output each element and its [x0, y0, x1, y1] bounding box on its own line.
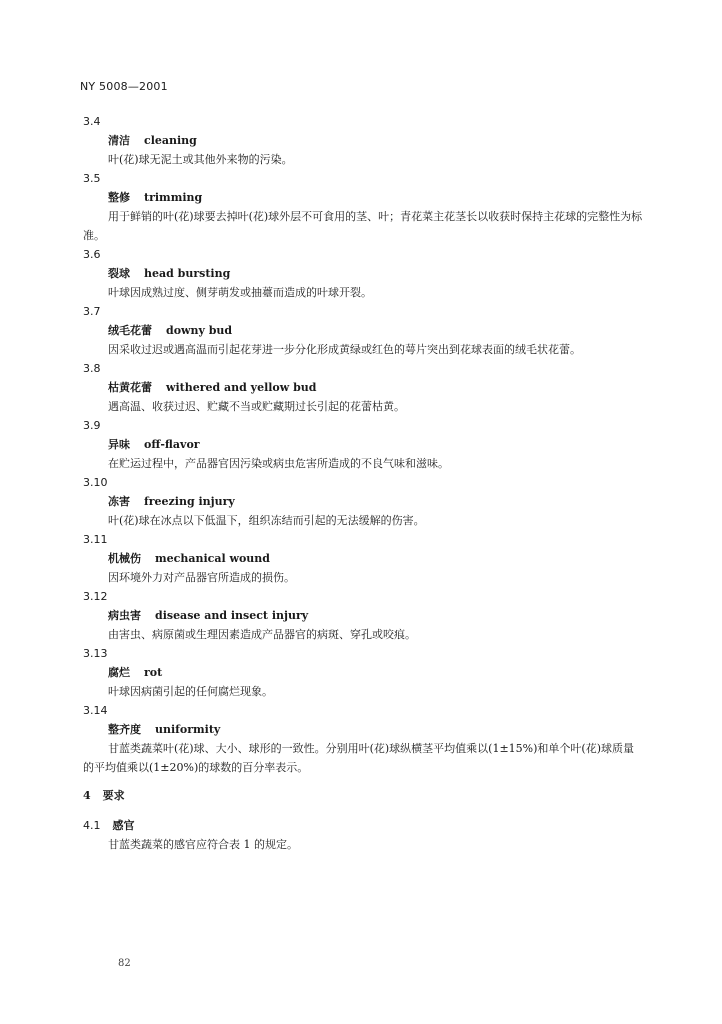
section-heading — [83, 786, 643, 805]
term-definition: 遇高温、收获过迟、贮藏不当或贮藏期过长引起的花蕾枯黄。 — [108, 400, 405, 413]
term-number: 3.4 — [83, 115, 101, 128]
term-definition: 由害虫、病原菌或生理因素造成产品器官的病斑、穿孔或咬痕。 — [108, 628, 416, 641]
term-entry — [83, 530, 643, 587]
term-english: cleaning — [144, 134, 197, 147]
term-english: uniformity — [155, 723, 221, 736]
term-entry — [83, 302, 643, 359]
term-number: 3.9 — [83, 419, 101, 432]
term-entry — [83, 245, 643, 302]
term-definition: 用于鲜销的叶(花)球要去掉叶(花)球外层不可食用的茎、叶；青花菜主花茎长以收获时保持主花球的完整性为标准。 — [83, 210, 643, 242]
term-chinese: 清洁 — [108, 134, 130, 147]
term-title — [108, 606, 643, 625]
term-title — [108, 435, 643, 454]
term-english: disease and insect injury — [155, 609, 309, 622]
subsection-number: 4.1 — [83, 819, 101, 832]
term-english: head bursting — [144, 267, 231, 280]
term-english: mechanical wound — [155, 552, 270, 565]
term-entry — [83, 473, 643, 530]
document-body — [83, 112, 643, 854]
term-entry — [83, 416, 643, 473]
term-number: 3.7 — [83, 305, 101, 318]
term-title — [108, 549, 643, 568]
term-english: rot — [144, 666, 163, 679]
document-code: NY 5008—2001 — [80, 80, 168, 93]
term-number: 3.8 — [83, 362, 101, 375]
term-number: 3.14 — [83, 704, 108, 717]
term-definition: 因采收过迟或遇高温而引起花芽进一步分化形成黄绿或红色的萼片突出到花球表面的绒毛状花蕾。 — [108, 343, 581, 356]
term-english: trimming — [144, 191, 203, 204]
term-entry — [83, 701, 643, 777]
term-entry — [83, 169, 643, 245]
term-title — [108, 321, 643, 340]
term-number: 3.5 — [83, 172, 101, 185]
term-definition: 叶球因成熟过度、侧芽萌发或抽薹而造成的叶球开裂。 — [108, 286, 372, 299]
term-chinese: 病虫害 — [108, 609, 141, 622]
term-chinese: 整修 — [108, 191, 130, 204]
term-entry — [83, 359, 643, 416]
term-definition: 叶(花)球在冰点以下低温下，组织冻结而引起的无法缓解的伤害。 — [108, 514, 425, 527]
term-title — [108, 492, 643, 511]
term-chinese: 整齐度 — [108, 723, 141, 736]
term-entry — [83, 644, 643, 701]
term-number: 3.6 — [83, 248, 101, 261]
term-chinese: 绒毛花蕾 — [108, 324, 152, 337]
section-number: 4 — [83, 789, 91, 802]
term-title — [108, 264, 643, 283]
term-title — [108, 131, 643, 150]
term-title — [108, 663, 643, 682]
term-english: withered and yellow bud — [166, 381, 317, 394]
term-number: 3.13 — [83, 647, 108, 660]
terms-list — [83, 112, 643, 777]
term-english: off-flavor — [144, 438, 200, 451]
term-definition: 甘蓝类蔬菜叶(花)球、大小、球形的一致性。分别用叶(花)球纵横茎平均值乘以(1±15%)和单个叶(花)球质量的平均值乘以(1±20%)的球数的百分率表示。 — [83, 742, 634, 774]
term-title — [108, 720, 643, 739]
term-definition: 因环境外力对产品器官所造成的损伤。 — [108, 571, 295, 584]
section-label: 要求 — [102, 789, 125, 802]
term-number: 3.10 — [83, 476, 108, 489]
term-english: freezing injury — [144, 495, 235, 508]
subsection-label: 感官 — [112, 819, 135, 832]
term-chinese: 异味 — [108, 438, 130, 451]
page-number: 82 — [118, 958, 131, 969]
term-chinese: 裂球 — [108, 267, 130, 280]
term-chinese: 腐烂 — [108, 666, 130, 679]
term-definition: 叶(花)球无泥土或其他外来物的污染。 — [108, 153, 293, 166]
term-definition: 在贮运过程中，产品器官因污染或病虫危害所造成的不良气味和滋味。 — [108, 457, 449, 470]
subsection-heading — [83, 816, 643, 835]
term-entry — [83, 112, 643, 169]
term-chinese: 枯黄花蕾 — [108, 381, 152, 394]
term-title — [108, 378, 643, 397]
term-title — [108, 188, 643, 207]
term-number: 3.11 — [83, 533, 108, 546]
term-chinese: 冻害 — [108, 495, 130, 508]
subsection-text: 甘蓝类蔬菜的感官应符合表 1 的规定。 — [108, 838, 298, 851]
term-number: 3.12 — [83, 590, 108, 603]
term-entry — [83, 587, 643, 644]
term-definition: 叶球因病菌引起的任何腐烂现象。 — [108, 685, 273, 698]
term-english: downy bud — [166, 324, 233, 337]
term-chinese: 机械伤 — [108, 552, 141, 565]
